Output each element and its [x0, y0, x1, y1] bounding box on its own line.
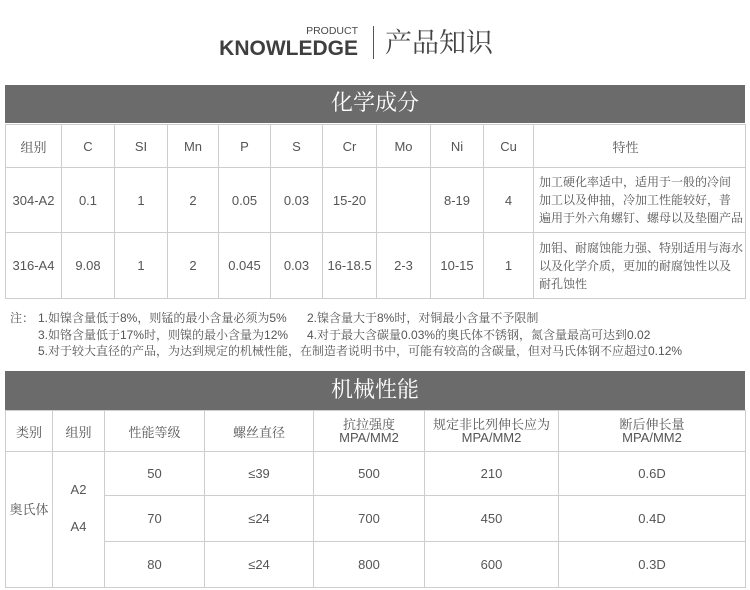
header-p: P: [219, 125, 271, 168]
cell-tensile-strength: 500: [314, 452, 425, 496]
note-5: 5.对于较大直径的产品，为达到规定的机械性能，在制造者说明书中，可能有较高的含碳量，但对马氏体钢不应超过0.12%: [38, 344, 683, 358]
cell-cu: 4: [484, 168, 534, 233]
cell-elongation: 0.4D: [559, 496, 746, 542]
note-4: 4.对于最大含碳量0.03%的奥氏体不锈钢，氮含量最高可达到0.02: [307, 327, 651, 342]
cell-si: 1: [115, 233, 168, 299]
properties-line: 加钼、耐腐蚀能力强、特别适用与海水: [539, 240, 744, 255]
cell-ni: 10-15: [431, 233, 484, 299]
header-proof-stress: [425, 411, 559, 452]
notes: [10, 310, 682, 360]
cell-proof-stress: 450: [425, 496, 559, 542]
header-group: 组别: [53, 411, 105, 452]
cell-proof-stress: 210: [425, 452, 559, 496]
table-header-row: [6, 125, 746, 168]
cell-category: 奥氏体: [6, 452, 53, 588]
table-row: [6, 168, 746, 233]
cell-elongation: 0.3D: [559, 542, 746, 588]
header-grade: 组别: [6, 125, 62, 168]
header-unit: MPA/MM2: [339, 430, 399, 445]
cell-groups: [53, 452, 105, 588]
cell-tensile-strength: 800: [314, 542, 425, 588]
cell-p: 0.05: [219, 168, 271, 233]
header-unit: MPA/MM2: [461, 430, 522, 445]
properties-line: 以及化学介质，更加的耐腐蚀性以及: [539, 258, 732, 273]
header-divider: [373, 26, 374, 59]
chemical-composition-table: [5, 124, 746, 299]
cell-cr: 16-18.5: [323, 233, 377, 299]
cell-mn: 2: [168, 168, 219, 233]
cell-p: 0.045: [219, 233, 271, 299]
cell-properties: [534, 168, 746, 233]
cell-s: 0.03: [271, 233, 323, 299]
header-thread-diameter: 螺丝直径: [205, 411, 314, 452]
header-unit: MPA/MM2: [622, 430, 682, 445]
note-1: 1.如镍含量低于8%，则锰的最小含量必须为5%: [38, 311, 287, 325]
cell-grade: 304-A2: [6, 168, 62, 233]
properties-line: 耐孔蚀性: [539, 276, 588, 291]
table-row: [6, 496, 746, 542]
cell-si: 1: [115, 168, 168, 233]
properties-line: 加工硬化率适中，适用于一般的冷间: [539, 175, 732, 189]
properties-line: 加工以及伸抽，冷加工性能较好，普: [539, 193, 732, 207]
group-a4: A4: [70, 519, 87, 534]
header-c: C: [62, 125, 115, 168]
cell-tensile-strength: 700: [314, 496, 425, 542]
cell-proof-stress: 600: [425, 542, 559, 588]
cell-grade: 316-A4: [6, 233, 62, 299]
mechanical-properties-table: [5, 410, 746, 588]
header-label: 抗拉强度: [342, 417, 395, 432]
header-mn: Mn: [168, 125, 219, 168]
section-bar-chemical-composition: 化学成分: [5, 85, 745, 123]
table-row: [6, 542, 746, 588]
cell-thread-diameter: ≤24: [205, 542, 314, 588]
table-row: [6, 233, 746, 299]
notes-label: 注：: [10, 311, 35, 325]
cell-mn: 2: [168, 233, 219, 299]
cell-mo: [377, 168, 431, 233]
cell-c: 0.1: [62, 168, 115, 233]
cell-cu: 1: [484, 233, 534, 299]
note-3: 3.如铬含量低于17%时，则镍的最小含量为12%: [38, 327, 289, 342]
cell-property-class: 50: [105, 452, 205, 496]
header-title-en: KNOWLEDGE: [219, 37, 358, 60]
header-label: 规定非比列伸长应为: [432, 417, 550, 432]
cell-cr: 15-20: [323, 168, 377, 233]
cell-mo: 2-3: [377, 233, 431, 299]
cell-elongation: 0.6D: [559, 452, 746, 496]
section-bar-mechanical-properties: 机械性能: [5, 371, 745, 410]
header-si: SI: [115, 125, 168, 168]
note-2: 2.镍含量大于8%时，对铜最小含量不予限制: [307, 311, 539, 325]
cell-ni: 8-19: [431, 168, 484, 233]
header-s: S: [271, 125, 323, 168]
header-mo: Mo: [377, 125, 431, 168]
cell-property-class: 70: [105, 496, 205, 542]
table-row: [6, 452, 746, 496]
cell-thread-diameter: ≤24: [205, 496, 314, 542]
header-properties: 特性: [534, 125, 746, 168]
header-category: 类别: [6, 411, 53, 452]
header-tensile-strength: [314, 411, 425, 452]
header-label: 断后伸长量: [619, 417, 685, 432]
properties-line: 遍用于外六角螺钉、螺母以及垫圈产品: [539, 211, 744, 225]
header-title-cn: 产品知识: [385, 28, 493, 59]
cell-s: 0.03: [271, 168, 323, 233]
cell-thread-diameter: ≤39: [205, 452, 314, 496]
group-a2: A2: [70, 482, 87, 497]
table-header-row: [6, 411, 746, 452]
header-cu: Cu: [484, 125, 534, 168]
header-property-class: 性能等级: [105, 411, 205, 452]
cell-c: 9.08: [62, 233, 115, 299]
header-ni: Ni: [431, 125, 484, 168]
header-eyebrow: PRODUCT: [306, 25, 358, 37]
header-cr: Cr: [323, 125, 377, 168]
header-elongation: [559, 411, 746, 452]
cell-property-class: 80: [105, 542, 205, 588]
cell-properties: [534, 233, 746, 299]
